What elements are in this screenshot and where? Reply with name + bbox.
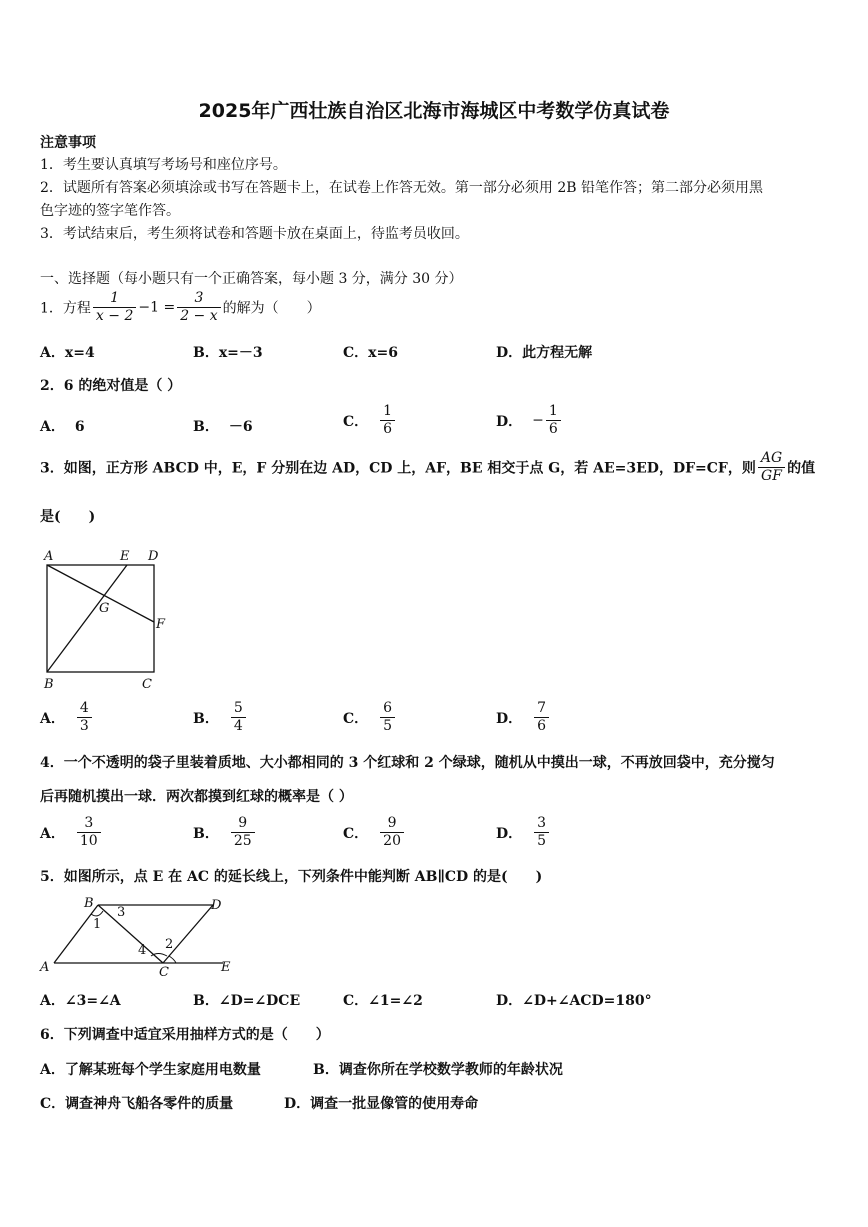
square-figure bbox=[38, 544, 178, 692]
q3-option-d[interactable]: D． $\frac{7}{6}$ bbox=[496, 700, 551, 735]
q3-option-a[interactable]: A． $\frac{4}{3}$ bbox=[40, 700, 94, 735]
question-5-stem: 5．如图所示，点 E 在 AC 的延长线上，下列条件中能判断 AB∥CD 的是( ) bbox=[40, 869, 543, 885]
label-a: A bbox=[44, 549, 54, 564]
q3-option-c[interactable]: C． $\frac{6}{5}$ bbox=[343, 700, 397, 735]
q3-option-b[interactable]: B． $\frac{5}{4}$ bbox=[193, 700, 248, 735]
notice-item: 3．考试结束后，考生须将试卷和答题卡放在桌面上，待监考员收回。 bbox=[40, 226, 469, 242]
q1-suffix: 的解为（ ） bbox=[222, 300, 321, 317]
label-f: F bbox=[156, 617, 166, 632]
q6-option-a[interactable]: A．了解某班每个学生家庭用电数量 bbox=[40, 1062, 261, 1078]
angle-4-label: 4 bbox=[138, 943, 147, 958]
angle-2-label: 2 bbox=[165, 937, 174, 952]
q1-mid: −1 = bbox=[138, 299, 176, 316]
notice-item: 2．试题所有答案必须填涂或书写在答题卡上，在试卷上作答无效。第一部分必须用 2B 铅笔作答；第二部分必须用黑 bbox=[40, 180, 763, 196]
q4-option-d[interactable]: D． $\frac{3}{5}$ bbox=[496, 815, 551, 850]
q4-option-c[interactable]: C． $\frac{9}{20}$ bbox=[343, 815, 406, 850]
question-3-stem-line2: 是( ) bbox=[40, 509, 96, 525]
label-c: C bbox=[159, 965, 169, 978]
q1-fraction-right: $\frac{3}{2 - x}$ bbox=[177, 290, 220, 325]
angle-1-label: 1 bbox=[93, 917, 102, 932]
q5-option-d[interactable]: D．∠D+∠ACD=180° bbox=[496, 993, 652, 1009]
question-4-stem-line2: 后再随机摸出一球．两次都摸到红球的概率是（ ） bbox=[40, 789, 353, 805]
q6-option-d[interactable]: D．调查一批显像管的使用寿命 bbox=[284, 1096, 479, 1112]
label-e: E bbox=[221, 960, 231, 975]
page-title: 2025年广西壮族自治区北海市海城区中考数学仿真试卷 bbox=[198, 100, 670, 122]
q2-option-b[interactable]: B． －6 bbox=[193, 419, 253, 435]
label-b: B bbox=[44, 677, 54, 692]
q1-option-b[interactable]: B．x=－3 bbox=[193, 345, 263, 361]
q2-option-d[interactable]: D． − $\frac{1}{6}$ bbox=[496, 403, 563, 438]
q4-option-b[interactable]: B． $\frac{9}{25}$ bbox=[193, 815, 257, 850]
q1-prefix: 1．方程 bbox=[40, 300, 91, 317]
question-1-stem bbox=[40, 290, 321, 325]
label-a: A bbox=[40, 960, 50, 975]
q1-fraction-left: $\frac{1}{x - 2}$ bbox=[93, 290, 136, 325]
section-heading: 一、选择题（每小题只有一个正确答案，每小题 3 分，满分 30 分） bbox=[40, 271, 463, 287]
q5-option-b[interactable]: B．∠D=∠DCE bbox=[193, 993, 301, 1009]
q5-option-a[interactable]: A．∠3=∠A bbox=[40, 993, 121, 1009]
q6-option-c[interactable]: C．调查神舟飞船各零件的质量 bbox=[40, 1096, 234, 1112]
q2-option-c[interactable]: C． $\frac{1}{6}$ bbox=[343, 403, 397, 438]
question-2-stem: 2．6 的绝对值是（ ） bbox=[40, 378, 182, 394]
label-d: D bbox=[211, 898, 222, 913]
notice-item: 1．考生要认真填写考场号和座位序号。 bbox=[40, 157, 287, 173]
q1-option-a[interactable]: A．x=4 bbox=[40, 345, 95, 361]
q6-option-b[interactable]: B．调查你所在学校数学教师的年龄状况 bbox=[313, 1062, 563, 1078]
notice-item: 色字迹的签字笔作答。 bbox=[40, 203, 180, 219]
label-d: D bbox=[148, 549, 159, 564]
q2-option-a[interactable]: A． 6 bbox=[40, 419, 85, 435]
question-6-stem: 6．下列调查中适宜采用抽样方式的是（ ） bbox=[40, 1027, 330, 1043]
q5-option-c[interactable]: C．∠1=∠2 bbox=[343, 993, 423, 1009]
q3-fraction: $\frac{AG}{GF}$ bbox=[758, 450, 785, 485]
question-3-stem: 3．如图，正方形 ABCD 中，E，F 分别在边 AD，CD 上，AF，BE 相交于点 G，若 AE=3ED，DF=CF，则 $\frac{AG}{GF}$ 的值 bbox=[40, 450, 816, 484]
label-b: B bbox=[84, 896, 94, 911]
label-e: E bbox=[120, 549, 130, 564]
q1-option-d[interactable]: D．此方程无解 bbox=[496, 345, 593, 361]
question-4-stem: 4．一个不透明的袋子里装着质地、大小都相同的 3 个红球和 2 个绿球，随机从中摸出一球，不再放回袋中，充分搅匀 bbox=[40, 755, 775, 771]
q1-option-c[interactable]: C．x=6 bbox=[343, 345, 398, 361]
label-c: C bbox=[142, 677, 152, 692]
notice-heading: 注意事项 bbox=[40, 135, 96, 151]
parallelogram-figure bbox=[38, 893, 238, 978]
angle-3-label: 3 bbox=[117, 905, 126, 920]
q4-option-a[interactable]: A． $\frac{3}{10}$ bbox=[40, 815, 103, 850]
label-g: G bbox=[99, 601, 110, 616]
